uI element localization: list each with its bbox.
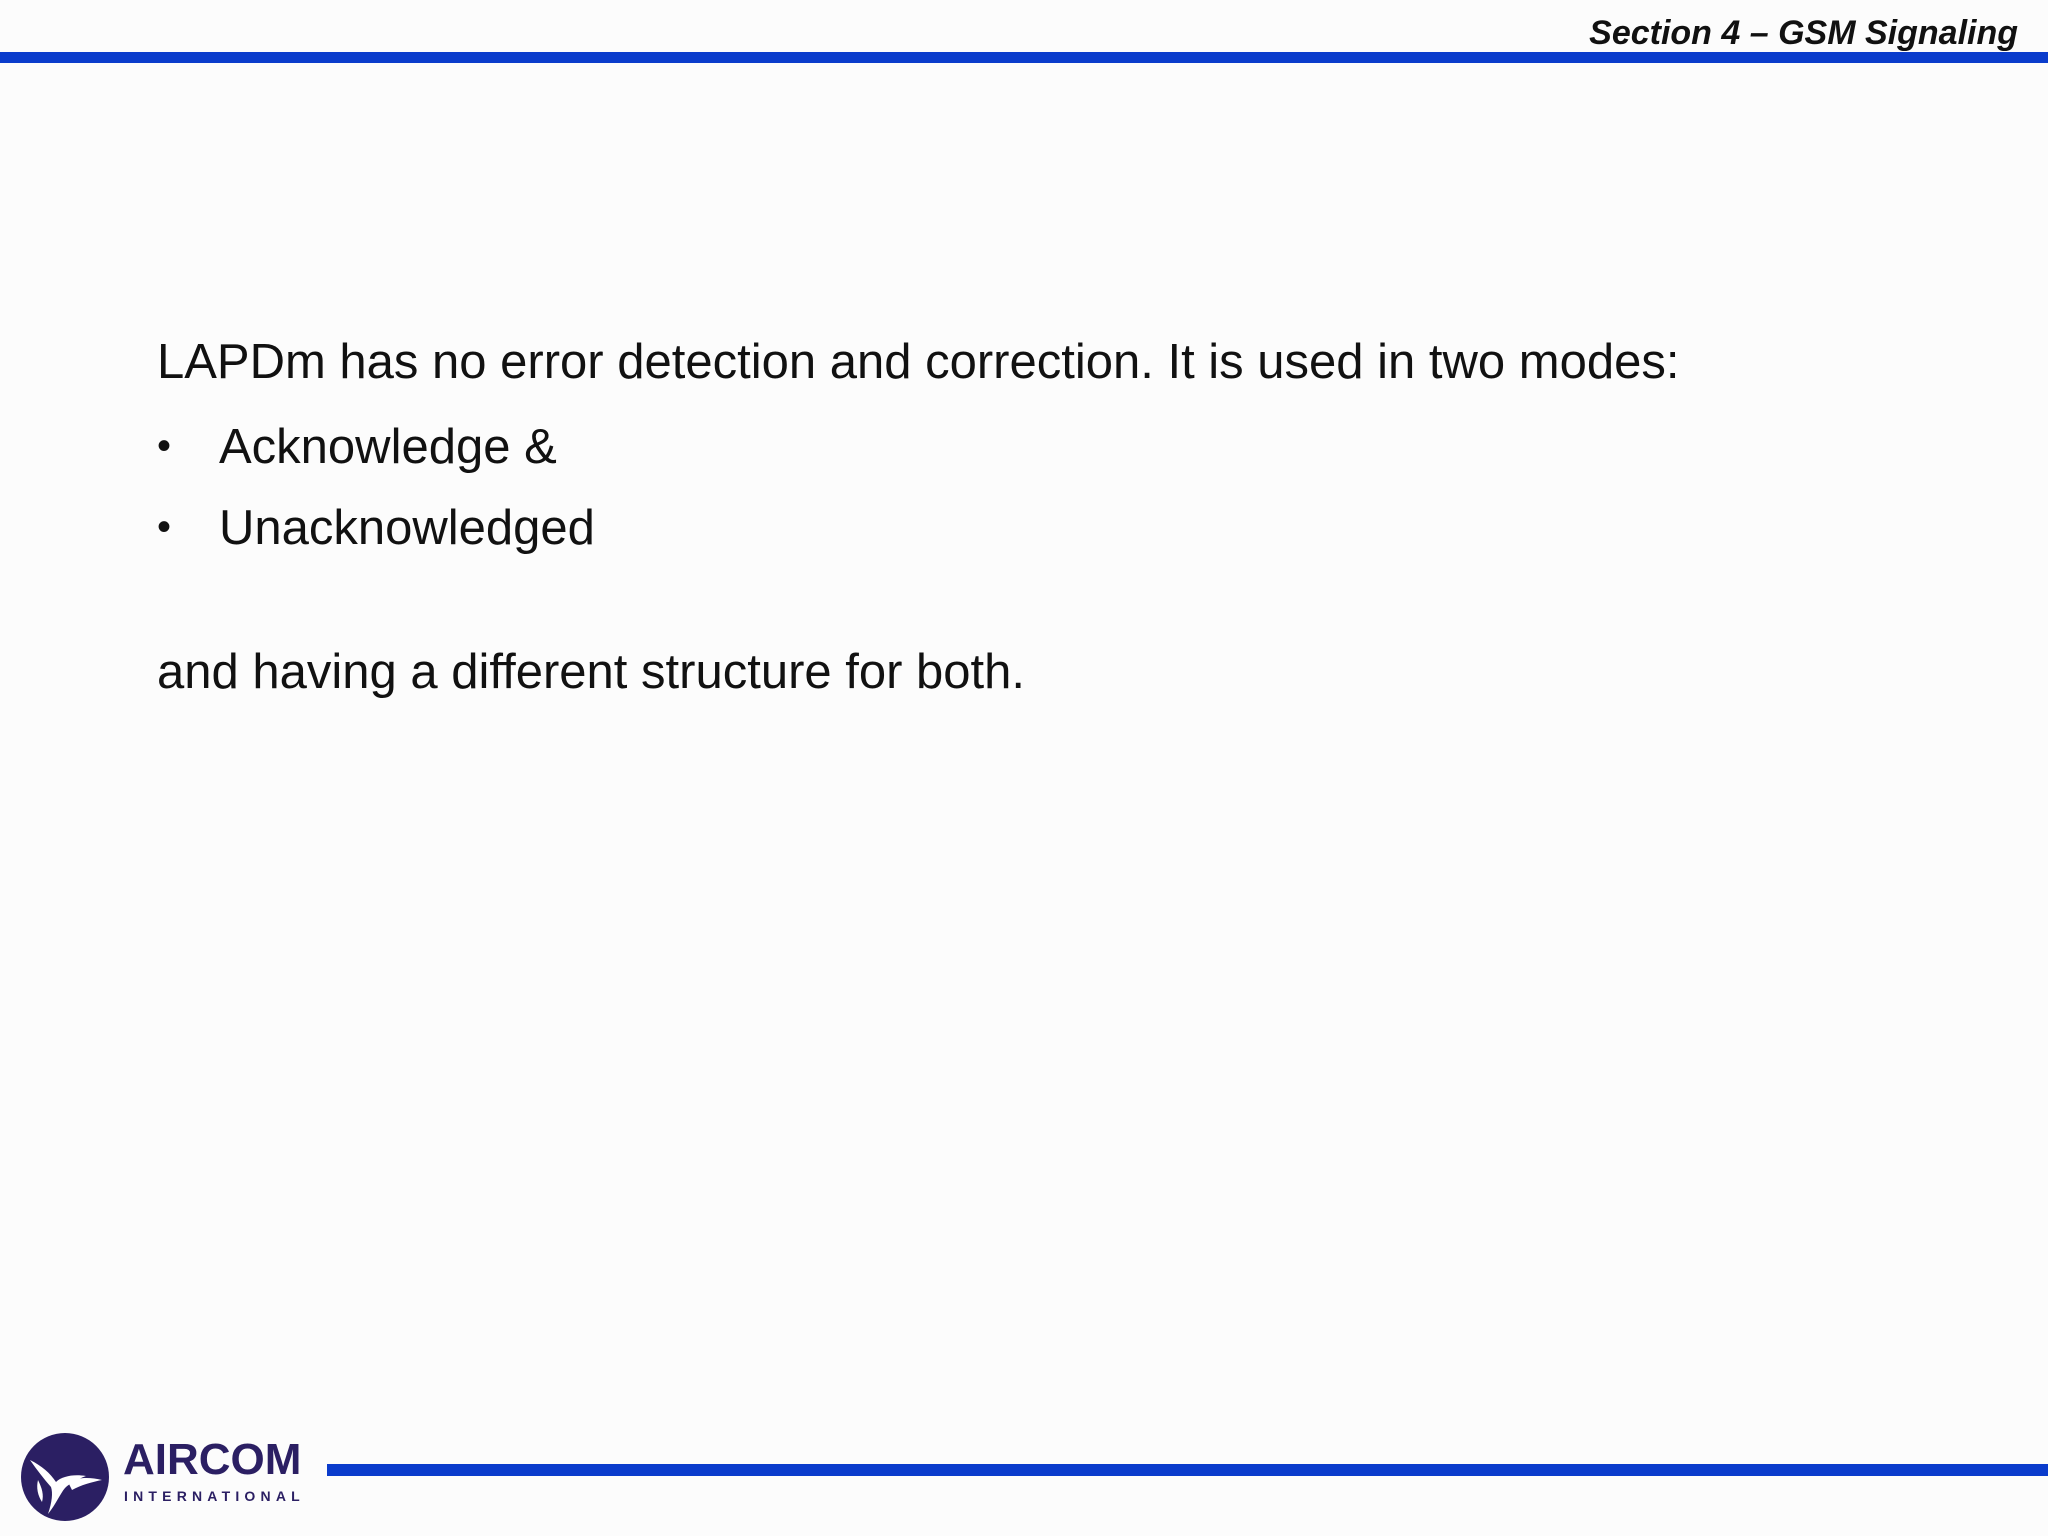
bullet-icon: •	[157, 505, 172, 549]
list-item	[157, 487, 1957, 568]
section-title: Section 4 – GSM Signaling	[1589, 14, 2018, 52]
aircom-logo	[20, 1432, 312, 1524]
slide-body	[157, 326, 1957, 708]
brand-subtitle: INTERNATIONAL	[124, 1488, 305, 1504]
aircom-bird-icon	[20, 1432, 110, 1522]
list-item	[157, 406, 1957, 487]
footer-divider	[327, 1464, 2048, 1476]
list-item-text: Unacknowledged	[219, 500, 595, 555]
header-divider	[0, 52, 2048, 63]
intro-text: LAPDm has no error detection and correction. It is used in two modes:	[157, 335, 1680, 389]
bullet-icon: •	[157, 424, 172, 468]
list-item-text: Acknowledge &	[219, 419, 557, 474]
brand-name: AIRCOM	[123, 1435, 302, 1484]
mode-list	[157, 406, 1957, 568]
outro-text: and having a different structure for both.	[157, 645, 1026, 699]
